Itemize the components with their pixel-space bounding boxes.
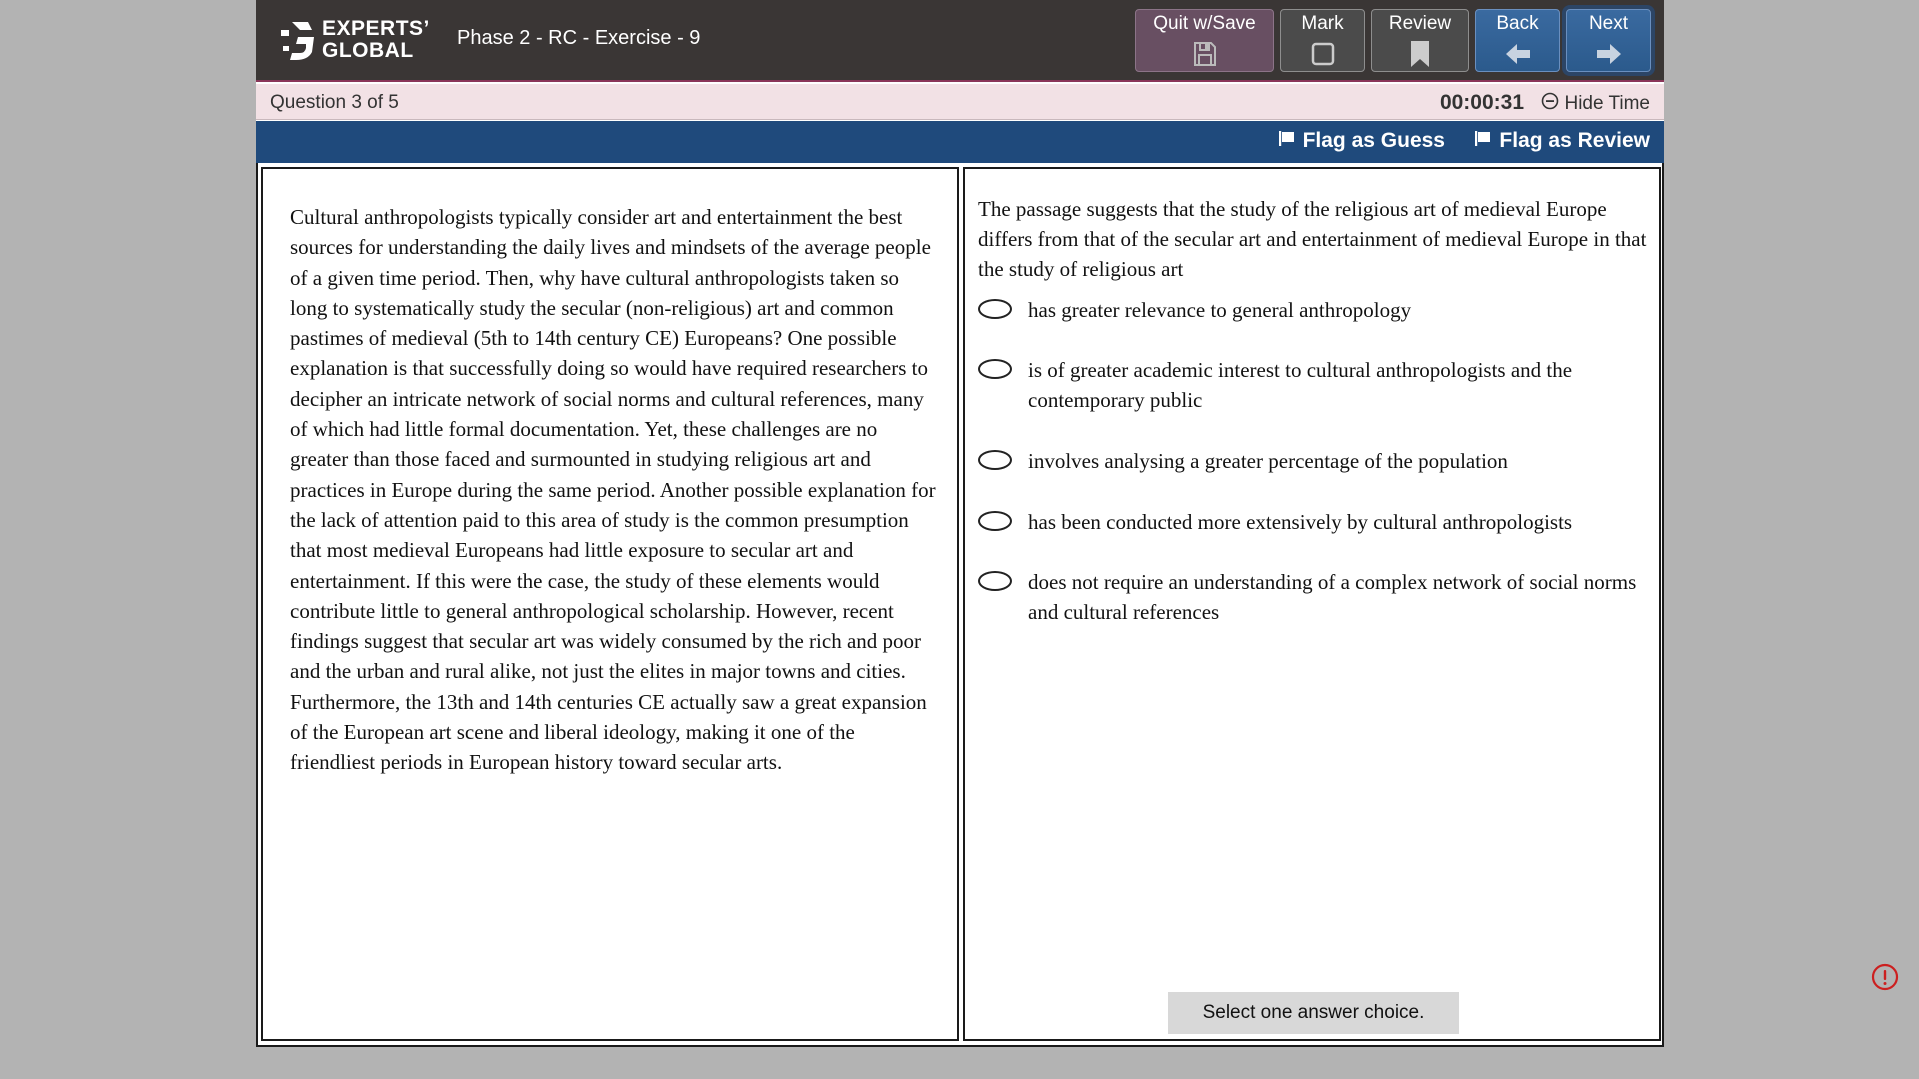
next-label: Next bbox=[1588, 13, 1629, 34]
flag-as-guess-button[interactable] bbox=[1278, 129, 1445, 153]
mark-label: Mark bbox=[1301, 13, 1344, 34]
checkbox-icon bbox=[1311, 40, 1335, 68]
answer-choice-e[interactable] bbox=[978, 567, 1658, 627]
logo-line-1: EXPERTS’ bbox=[322, 17, 430, 40]
instruction-banner: Select one answer choice. bbox=[1168, 992, 1459, 1034]
nav-button-group bbox=[1135, 9, 1651, 72]
review-button[interactable] bbox=[1371, 9, 1469, 72]
logo-mark-icon bbox=[278, 18, 316, 62]
flag-bar bbox=[256, 121, 1664, 163]
logo-line-2: GLOBAL bbox=[322, 39, 414, 62]
flag-icon bbox=[1278, 129, 1296, 153]
mark-button[interactable] bbox=[1280, 9, 1365, 72]
flag-as-guess-label: Flag as Guess bbox=[1302, 129, 1445, 152]
question-stem: The passage suggests that the study of the religious art of medieval Europe differs from that of the secular art and entertainment of medieval Europe in that the study of religious art bbox=[978, 197, 1647, 281]
question-panel bbox=[963, 167, 1661, 1041]
review-label: Review bbox=[1388, 13, 1452, 34]
flag-icon bbox=[1474, 129, 1492, 153]
experts-global-logo bbox=[278, 18, 428, 62]
test-app bbox=[256, 0, 1664, 1047]
content-area bbox=[256, 163, 1664, 1047]
alert-icon[interactable] bbox=[1871, 963, 1899, 991]
floppy-disk-icon bbox=[1193, 40, 1217, 68]
hide-time-label: Hide Time bbox=[1564, 93, 1650, 114]
arrow-left-icon bbox=[1505, 40, 1531, 68]
passage-panel[interactable] bbox=[261, 167, 959, 1041]
answer-choices bbox=[978, 295, 1658, 627]
next-button[interactable] bbox=[1566, 9, 1651, 72]
timer: 00:00:31 bbox=[1439, 91, 1524, 114]
arrow-right-icon bbox=[1596, 40, 1622, 68]
quit-save-label: Quit w/Save bbox=[1153, 13, 1256, 34]
answer-choice-text: is of greater academic interest to cultural anthropologists and the contemporary public bbox=[1028, 358, 1573, 412]
hide-time-button[interactable] bbox=[1541, 92, 1650, 116]
minus-circle-icon bbox=[1541, 92, 1559, 116]
answer-choice-text: does not require an understanding of a complex network of social norms and cultural references bbox=[1028, 570, 1637, 624]
answer-choice-text: has been conducted more extensively by cultural anthropologists bbox=[1028, 510, 1573, 534]
back-button[interactable] bbox=[1475, 9, 1560, 72]
radio-button[interactable] bbox=[978, 511, 1012, 531]
bookmark-icon bbox=[1409, 40, 1431, 68]
flag-as-review-button[interactable] bbox=[1474, 129, 1650, 153]
radio-button[interactable] bbox=[978, 571, 1012, 591]
radio-button[interactable] bbox=[978, 359, 1012, 379]
exam-title: Phase 2 - RC - Exercise - 9 bbox=[457, 27, 701, 49]
answer-choice-text: has greater relevance to general anthropology bbox=[1028, 298, 1412, 322]
answer-choice-b[interactable] bbox=[978, 355, 1658, 415]
answer-choice-a[interactable] bbox=[978, 295, 1658, 325]
header-bar bbox=[256, 0, 1664, 82]
flag-as-review-label: Flag as Review bbox=[1499, 129, 1650, 152]
passage-text: Cultural anthropologists typically consider art and entertainment the best sources for understanding the daily lives and mindsets of the average people of a given time period. Then, why have cultural anthropologists taken so long to systematically study the secular (non-religious) art and common pastimes of medieval (5th to 14th century CE) Europeans? One possible explanation is that successfully doing so would have required researchers to decipher an intricate network of social norms and cultural references, many of which had little formal documentation. Yet, these challenges are no greater than those faced and surmounted in studying religious art and practices in Europe during the same period. Another possible explanation for the lack of attention paid to this area of study is the common presumption that most medieval Europeans had little exposure to secular art and entertainment. If this were the case, the study of these elements would contribute little to general anthropological scholarship. However, recent findings suggest that secular art was widely consumed by the rich and poor and the urban and rural alike, not just the elites in major towns and cities. Furthermore, the 13th and 14th centuries CE actually saw a great expansion of the European art scene and liberal ideology, making it one of the friendliest periods in European history toward secular arts. bbox=[290, 205, 936, 775]
quit-save-button[interactable] bbox=[1135, 9, 1274, 72]
answer-choice-d[interactable] bbox=[978, 507, 1658, 537]
logo-text bbox=[322, 18, 430, 62]
question-progress: Question 3 of 5 bbox=[270, 92, 399, 113]
answer-choice-text: involves analysing a greater percentage of the population bbox=[1028, 449, 1508, 473]
radio-button[interactable] bbox=[978, 299, 1012, 319]
back-label: Back bbox=[1496, 13, 1539, 34]
answer-choice-c[interactable] bbox=[978, 446, 1658, 476]
radio-button[interactable] bbox=[978, 450, 1012, 470]
question-status-bar bbox=[256, 84, 1664, 120]
